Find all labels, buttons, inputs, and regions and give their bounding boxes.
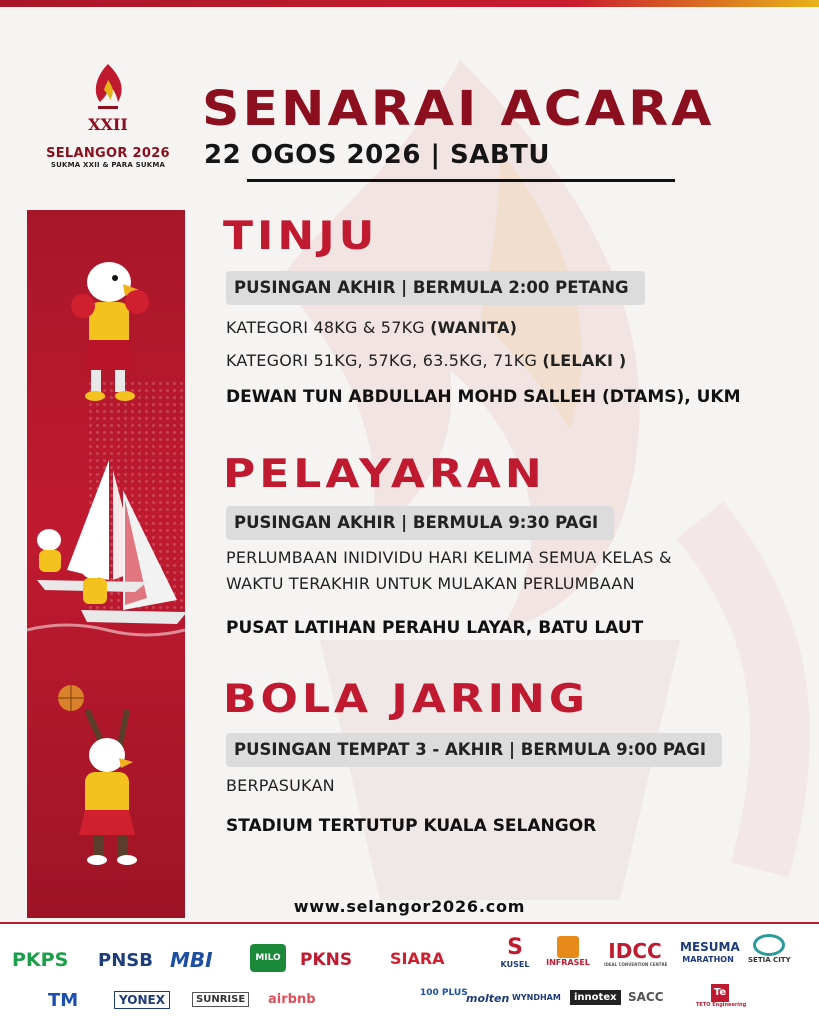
event-detail-line: KATEGORI 48KG & 57KG (WANITA) <box>226 318 518 337</box>
sponsor-logo-idcc: IDCC IDEAL CONVENTION CENTRE <box>604 939 668 967</box>
sponsor-logo-wyndham: WYNDHAM <box>512 993 561 1002</box>
page-title: SENARAI ACARA <box>202 82 715 138</box>
venue-bola-jaring: STADIUM TERTUTUP KUALA SELANGOR <box>226 816 597 836</box>
website-link[interactable]: www.selangor2026.com <box>293 897 526 916</box>
sponsor-logo-mbi: MBI <box>170 948 213 972</box>
sponsor-logo-tm: TM <box>48 990 79 1011</box>
sport-title-pelayaran: PELAYARAN <box>223 451 546 497</box>
svg-text:XXII: XXII <box>88 115 128 134</box>
selangor-2026-logo <box>38 62 178 182</box>
event-detail-line: PERLUMBAAN INIDIVIDU HARI KELIMA SEMUA KELAS & <box>226 548 672 567</box>
logo-title: SELANGOR 2026 <box>46 146 170 161</box>
sponsor-logo-setia-city: SETIA CITY <box>748 934 790 964</box>
event-detail-line: WAKTU TERAKHIR UNTUK MULAKAN PERLUMBAAN <box>226 574 635 593</box>
sponsor-logo-milo: MILO <box>250 944 286 972</box>
sponsor-logo-yonex: YONEX <box>114 991 170 1009</box>
sponsor-logo-pkns: PKNS <box>300 950 353 970</box>
title-divider <box>247 179 675 182</box>
torch-flame-icon <box>78 62 138 142</box>
setia-city-mark-icon <box>753 934 785 956</box>
event-detail-line: BERPASUKAN <box>226 776 335 795</box>
event-date: 22 OGOS 2026 | SABTU <box>204 140 551 170</box>
netball-mascot-icon <box>58 685 137 865</box>
sponsor-logo-airbnb: airbnb <box>268 992 316 1007</box>
venue-pelayaran: PUSAT LATIHAN PERAHU LAYAR, BATU LAUT <box>226 618 644 638</box>
sponsor-logo-sunrise: SUNRISE <box>192 992 249 1007</box>
kusel-mark-icon: S <box>507 935 523 960</box>
round-badge-tinju: PUSINGAN AKHIR | BERMULA 2:00 PETANG <box>226 271 645 305</box>
infrasel-mark-icon <box>557 936 579 958</box>
sponsor-logo-kusel: S KUSEL <box>498 936 532 969</box>
boxing-mascot-icon <box>71 262 149 401</box>
sailing-mascot-icon <box>27 460 185 635</box>
teto-mark-icon: Te <box>711 984 729 1002</box>
event-detail-line: KATEGORI 51KG, 57KG, 63.5KG, 71KG (LELAKI ) <box>226 351 627 370</box>
sponsor-logo-teto: Te TETO Engineering <box>696 984 744 1008</box>
sponsor-logo-mesuma: MESUMA MARATHON <box>680 940 740 964</box>
round-badge-pelayaran: PUSINGAN AKHIR | BERMULA 9:30 PAGI <box>226 506 614 540</box>
sponsor-logo-sacc: SACC <box>628 990 664 1004</box>
sponsor-logo-pnsb: PNSB <box>98 950 153 971</box>
sponsor-logo-pkps: PKPS <box>12 949 69 971</box>
sport-title-tinju: TINJU <box>223 213 379 259</box>
sponsor-logo-strip <box>0 922 819 1026</box>
mascot-sidebar <box>27 210 185 918</box>
sponsor-logo-100plus: 100 PLUS <box>420 988 468 998</box>
sponsor-logo-infrasel: INFRASEL <box>546 936 590 967</box>
round-badge-bola-jaring: PUSINGAN TEMPAT 3 - AKHIR | BERMULA 9:00 PAGI <box>226 733 722 767</box>
sponsor-logo-siara: SIARA <box>390 949 445 968</box>
sponsor-logo-innotex: innotex <box>570 990 621 1005</box>
top-accent-bar <box>0 0 819 7</box>
logo-subtitle: SUKMA XXII & PARA SUKMA <box>50 161 166 169</box>
sport-title-bola-jaring: BOLA JARING <box>223 676 589 722</box>
venue-tinju: DEWAN TUN ABDULLAH MOHD SALLEH (DTAMS), UKM <box>226 387 741 407</box>
sponsor-logo-molten: molten <box>466 992 510 1005</box>
